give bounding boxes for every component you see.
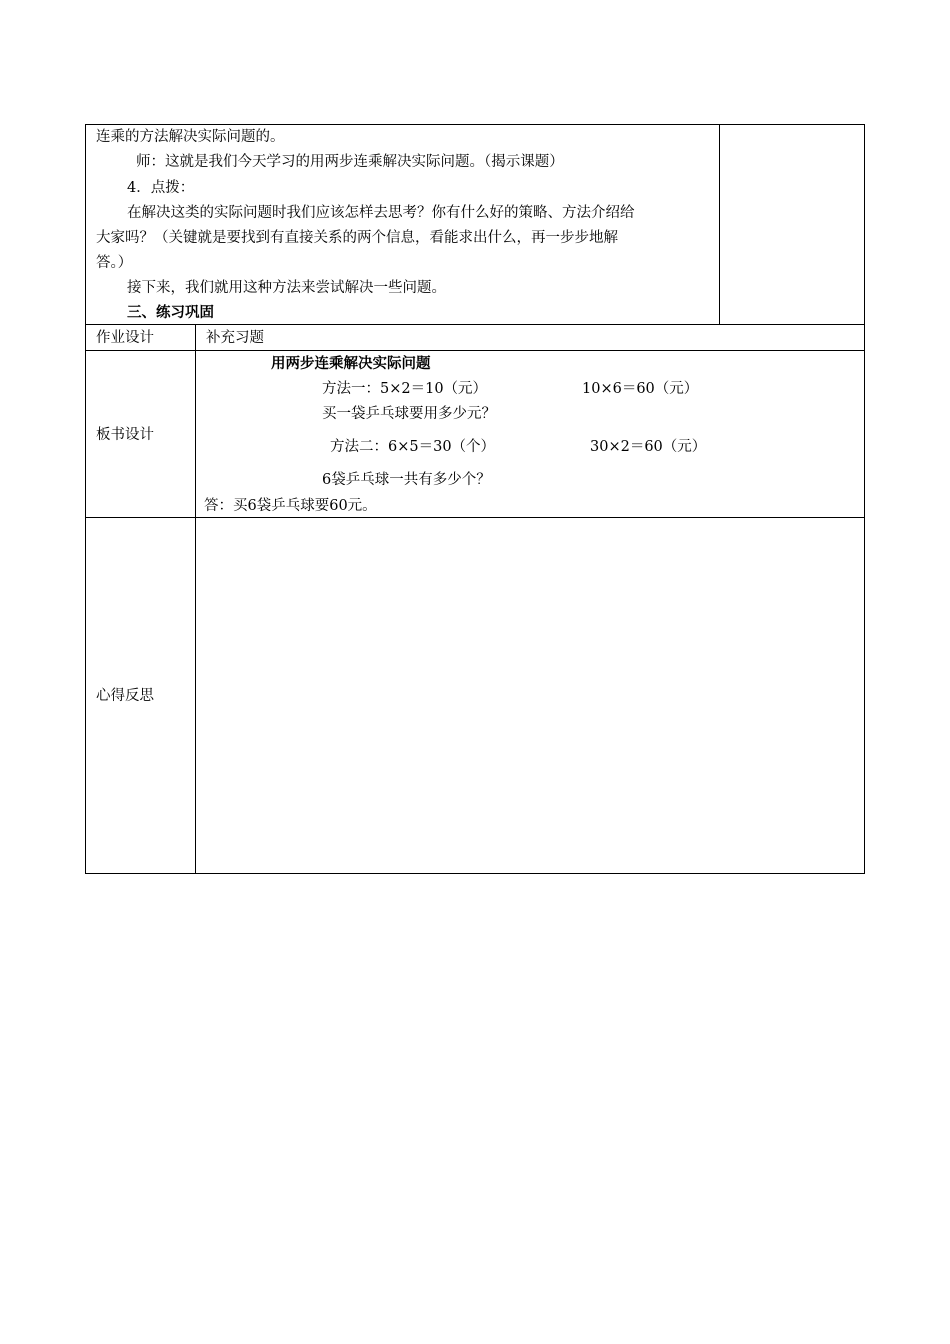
top-text-line-7: 接下来，我们就用这种方法来尝试解决一些问题。 <box>127 280 446 296</box>
top-text-line-1: 连乘的方法解决实际问题的。 <box>96 129 285 145</box>
board-method1-step1: 方法一：5×2＝10（元） <box>322 381 488 397</box>
row-divider-board-top <box>85 350 865 351</box>
reflection-content-area <box>196 518 864 873</box>
board-method1-question: 买一袋乒乓球要用多少元？ <box>322 406 496 422</box>
top-text-line-2: 师：这就是我们今天学习的用两步连乘解决实际问题。（揭示课题） <box>136 154 564 170</box>
board-label: 板书设计 <box>96 427 154 443</box>
top-text-line-4: 在解决这类的实际问题时我们应该怎样去思考？你有什么好的策略、方法介绍给 <box>127 205 635 221</box>
section-heading-practice: 三、练习巩固 <box>127 305 214 321</box>
homework-value: 补充习题 <box>206 330 264 346</box>
top-text-line-5: 大家吗？（关键就是要找到有直接关系的两个信息，看能求出什么，再一步步地解 <box>96 230 618 246</box>
board-method2-step2: 30×2＝60（元） <box>590 439 707 455</box>
board-title: 用两步连乘解决实际问题 <box>271 356 431 372</box>
top-text-line-3: 4．点拨： <box>127 180 195 196</box>
homework-label: 作业设计 <box>96 330 154 346</box>
board-method2-step1: 方法二：6×5＝30（个） <box>330 439 496 455</box>
board-method2-question: 6袋乒乓球一共有多少个？ <box>322 472 491 488</box>
reflection-label: 心得反思 <box>96 688 154 704</box>
board-answer: 答：买6袋乒乓球要60元。 <box>204 498 377 514</box>
top-text-line-6: 答。） <box>96 255 133 271</box>
notes-column-divider <box>719 124 720 324</box>
row-divider-homework-top <box>85 324 865 325</box>
board-method1-step2: 10×6＝60（元） <box>582 381 699 397</box>
